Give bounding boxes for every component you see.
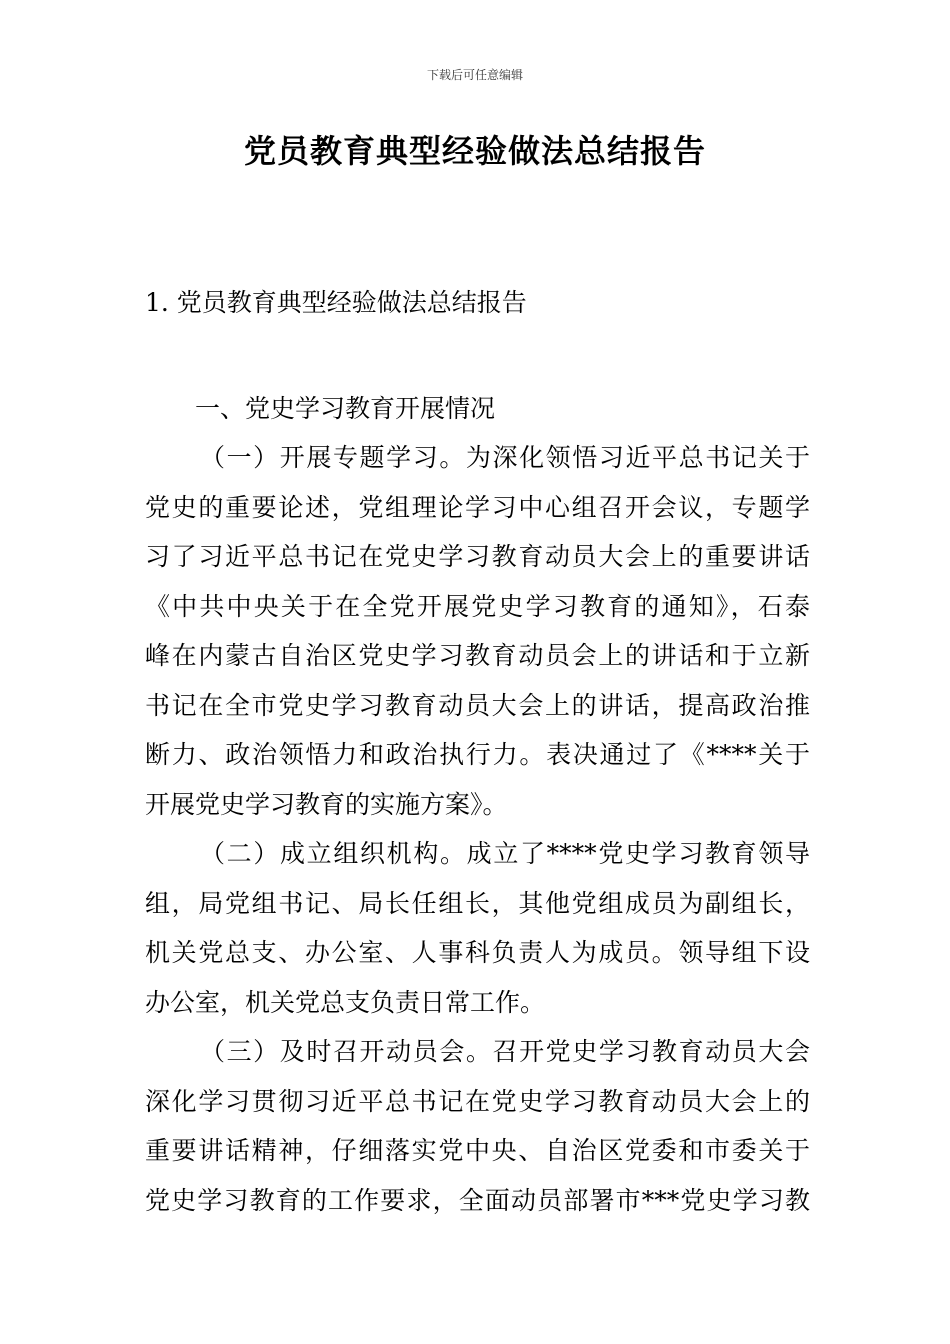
paragraph-line: 习了习近平总书记在党史学习教育动员大会上的重要讲话 xyxy=(145,542,810,571)
paragraph-line: 重要讲话精神，仔细落实党中央、自治区党委和市委关于 xyxy=(145,1136,810,1165)
paragraph-line: 党史学习教育的工作要求，全面动员部署市***党史学习教 xyxy=(145,1185,810,1215)
paragraph-line: 办公室，机关党总支负责日常工作。 xyxy=(145,987,546,1017)
paragraph-line: 书记在全市党史学习教育动员大会上的讲话，提高政治推 xyxy=(145,690,810,720)
paragraph-line: 《中共中央关于在全党开展党史学习教育的通知》，石泰 xyxy=(145,591,810,621)
document-title: 党员教育典型经验做法总结报告 xyxy=(243,132,706,170)
paragraph-line: 峰在内蒙古自治区党史学习教育动员会上的讲话和于立新 xyxy=(145,641,810,670)
section-heading: 一、党史学习教育开展情况 xyxy=(195,393,496,423)
paragraph-1 xyxy=(145,433,810,829)
document-body xyxy=(145,278,810,1225)
paragraph-3 xyxy=(145,1027,810,1225)
paragraph-line: 党史的重要论述，党组理论学习中心组召开会议，专题学 xyxy=(145,492,810,522)
paragraph-line: 组，局党组书记、局长任组长，其他党组成员为副组长， xyxy=(145,888,810,918)
paragraph-line: 深化学习贯彻习近平总书记在党史学习教育动员大会上的 xyxy=(145,1086,810,1116)
download-note: 下载后可任意编辑 xyxy=(426,68,523,82)
spacer xyxy=(145,328,810,384)
numbered-heading: 1. 党员教育典型经验做法总结报告 xyxy=(145,288,527,317)
paragraph-line: （三）及时召开动员会。召开党史学习教育动员大会 xyxy=(200,1037,810,1066)
paragraph-line: 断力、政治领悟力和政治执行力。表决通过了《****关于 xyxy=(145,740,810,769)
paragraph-line: （一）开展专题学习。为深化领悟习近平总书记关于 xyxy=(200,443,810,472)
paragraph-line: 机关党总支、办公室、人事科负责人为成员。领导组下设 xyxy=(145,938,810,967)
paragraph-2 xyxy=(145,829,810,1027)
paragraph-line: （二）成立组织机构。成立了****党史学习教育领导 xyxy=(200,839,810,868)
paragraph-line: 开展党史学习教育的实施方案》。 xyxy=(145,789,508,819)
